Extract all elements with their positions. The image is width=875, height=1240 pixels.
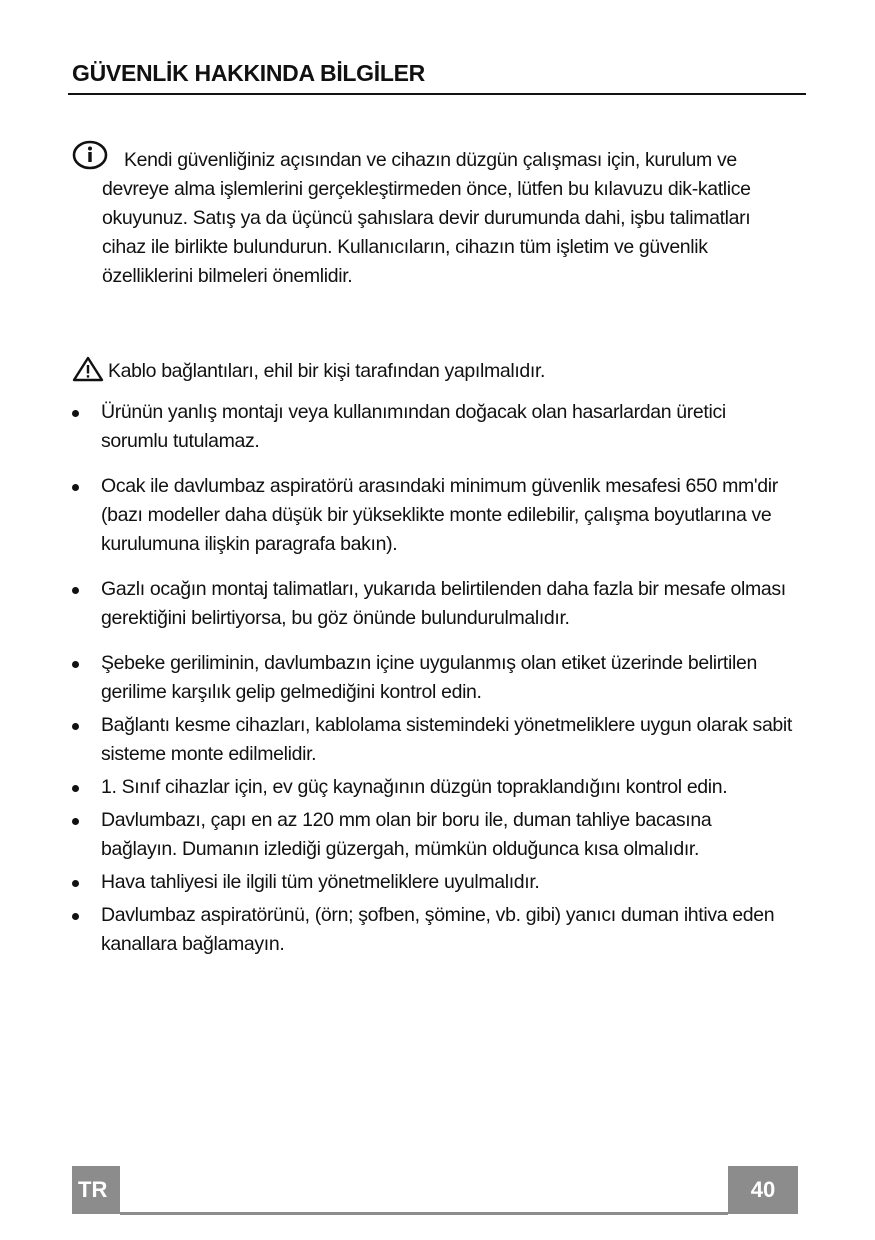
bullet-dot-icon bbox=[72, 587, 79, 594]
language-tag: TR bbox=[72, 1166, 120, 1214]
info-circle-icon bbox=[72, 140, 108, 170]
footer-rule bbox=[120, 1212, 728, 1215]
page-number: 40 bbox=[728, 1166, 798, 1214]
warning-note bbox=[72, 356, 792, 386]
list-item: Ürünün yanlış montajı veya kullanımından doğacak olan hasarlardan üretici sorumlu tutulamaz. bbox=[72, 398, 792, 456]
bullet-dot-icon bbox=[72, 410, 79, 417]
page-title: GÜVENLİK HAKKINDA BİLGİLER bbox=[72, 60, 425, 86]
bullet-dot-icon bbox=[72, 785, 79, 792]
bullet-dot-icon bbox=[72, 661, 79, 668]
list-item: Ocak ile davlumbaz aspiratörü arasındaki minimum güvenlik mesafesi 650 mm'dir (bazı modeller daha düşük bir yükseklikte monte edilebilir, çalışma boyutlarına ve kurulumuna ilişkin paragrafa bakın). bbox=[72, 472, 792, 559]
warning-triangle-icon bbox=[72, 356, 104, 382]
safety-bullet-list bbox=[72, 398, 792, 959]
warning-text: Kablo bağlantıları, ehil bir kişi tarafından yapılmalıdır. bbox=[108, 360, 546, 382]
list-item: Hava tahliyesi ile ilgili tüm yönetmeliklere uyulmalıdır. bbox=[72, 868, 792, 897]
info-section bbox=[72, 146, 792, 291]
list-item: Davlumbazı, çapı en az 120 mm olan bir boru ile, duman tahliye bacasına bağlayın. Dumanın izlediği güzergah, mümkün olduğunca kısa olmalıdır. bbox=[72, 806, 792, 864]
list-item: Şebeke geriliminin, davlumbazın içine uygulanmış olan etiket üzerinde belirtilen gerilime karşılık gelip gelmediğini kontrol edin. bbox=[72, 649, 792, 707]
bullet-dot-icon bbox=[72, 818, 79, 825]
bullet-dot-icon bbox=[72, 913, 79, 920]
bullet-dot-icon bbox=[72, 484, 79, 491]
title-underline bbox=[68, 93, 806, 95]
list-item: Gazlı ocağın montaj talimatları, yukarıda belirtilenden daha fazla bir mesafe olması gerektiğini belirtiyorsa, bu göz önünde bulundurulmalıdır. bbox=[72, 575, 792, 633]
info-paragraph: Kendi güvenliğiniz açısından ve cihazın düzgün çalışması için, kurulum ve devreye alma işlemlerini gerçekleştirmeden önce, lütfen bu kılavuzu dik-katlice okuyunuz. Satış ya da üçüncü şahıslara devir durumunda dahi, işbu talimatları cihaz ile birlikte bulundurun. Kullanıcıların, cihazın tüm işletim ve güvenlik özelliklerini bilmeleri önemlidir. bbox=[102, 149, 751, 287]
list-item: 1. Sınıf cihazlar için, ev güç kaynağının düzgün topraklandığını kontrol edin. bbox=[72, 773, 792, 802]
bullet-dot-icon bbox=[72, 723, 79, 730]
bullet-dot-icon bbox=[72, 880, 79, 887]
list-item: Bağlantı kesme cihazları, kablolama sistemindeki yönetmeliklere uygun olarak sabit sisteme monte edilmelidir. bbox=[72, 711, 792, 769]
list-item: Davlumbaz aspiratörünü, (örn; şofben, şömine, vb. gibi) yanıcı duman ihtiva eden kanallara bağlamayın. bbox=[72, 901, 792, 959]
